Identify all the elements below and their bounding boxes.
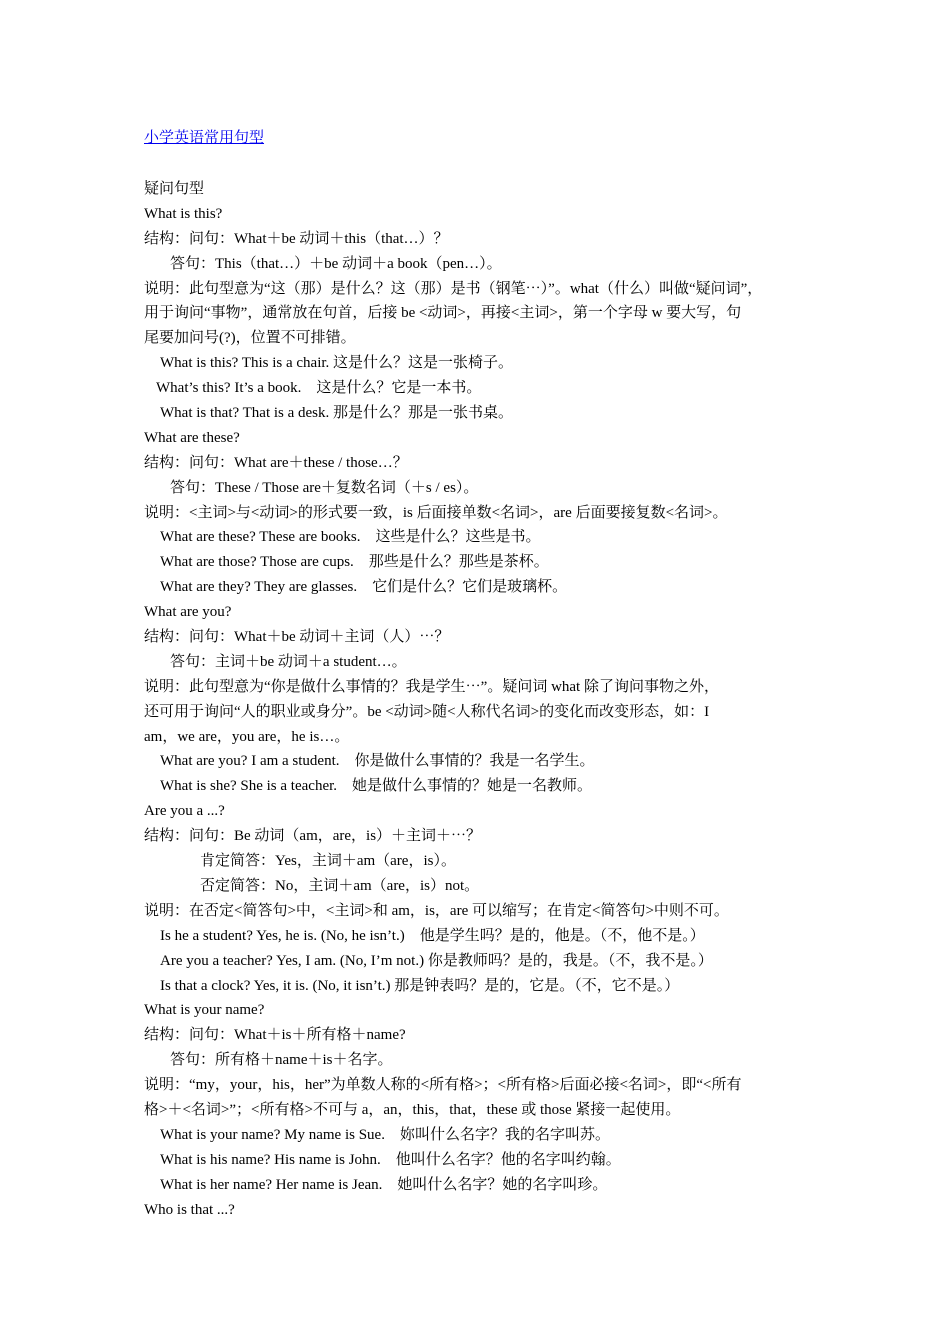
answer-line: 答句：These / Those are＋复数名词（＋s / es）。 (170, 479, 479, 496)
structure-line: 结构：问句：What＋be 动词＋主词（人）⋯？ (144, 629, 450, 646)
example-line: Is that a clock? Yes, it is. (No, it isn’t.) 那是钟表吗？是的，它是。（不，它不是。） (160, 977, 680, 994)
example-line: What is that? That is a desk. 那是什么？那是一张书桌。 (160, 405, 514, 422)
pattern-heading: What are you? (144, 604, 232, 621)
explanation-line: 说明：此句型意为“你是做什么事情的？我是学生⋯”。疑问词 what 除了询问事物之外， (144, 678, 719, 695)
explanation-line: 尾要加问号(?)，位置不可排错。 (144, 330, 356, 347)
title-link[interactable]: 小学英语常用句型 (144, 130, 265, 146)
explanation-line: 说明：“my，your，his，her”为单数人称的<所有格>；<所有格>后面必接<名词>，即“<所有 (144, 1077, 742, 1094)
explanation-line: 说明：在否定<简答句>中，<主词>和 am，is，are 可以缩写；在肯定<简答句>中则不可。 (144, 902, 729, 919)
structure-line: 结构：问句：What are＋these / those…？ (144, 454, 408, 471)
example-line: What is his name? His name is John. 他叫什么名字？他的名字叫约翰。 (160, 1151, 621, 1168)
answer-line: 答句：主词＋be 动词＋a student…。 (170, 653, 407, 670)
explanation-line: am，we are，you are，he is…。 (144, 728, 350, 745)
explanation-line: 用于询问“事物”，通常放在句首，后接 be <动词>，再接<主词>，第一个字母 w 要大写，句 (144, 305, 742, 322)
answer-line: 否定简答：No，主词＋am（are，is）not。 (200, 877, 480, 894)
explanation-line: 格>＋<名词>”；<所有格>不可与 a，an，this，that，these 或 those 紧接一起使用。 (144, 1101, 681, 1118)
example-line: What are those? Those are cups. 那些是什么？那些是茶杯。 (160, 554, 549, 571)
structure-line: 结构：问句：What＋be 动词＋this（that…）？ (144, 230, 449, 247)
pattern-heading: Who is that ...? (144, 1201, 235, 1218)
pattern-heading: What are these? (144, 429, 240, 446)
pattern-heading: What is your name? (144, 1002, 265, 1019)
explanation-line: 还可用于询问“人的职业或身分”。be <动词>随<人称代名词>的变化而改变形态，如：I (144, 703, 710, 720)
answer-line: 答句：所有格＋name＋is＋名字。 (170, 1052, 393, 1069)
example-line: What are these? These are books. 这些是什么？这些是书。 (160, 529, 541, 546)
pattern-heading: What is this? (144, 205, 223, 222)
answer-line: 肯定简答：Yes，主词＋am（are，is）。 (200, 853, 456, 870)
structure-line: 结构：问句：What＋is＋所有格＋name? (144, 1027, 406, 1044)
example-line: What is she? She is a teacher. 她是做什么事情的？她是一名教师。 (160, 778, 593, 795)
example-line: What is her name? Her name is Jean. 她叫什么名字？她的名字叫珍。 (160, 1176, 608, 1193)
example-line: Are you a teacher? Yes, I am. (No, I’m not.) 你是教师吗？是的，我是。（不，我不是。） (160, 952, 713, 969)
explanation-line: 说明：<主词>与<动词>的形式要一致，is 后面接单数<名词>，are 后面要接复数<名词>。 (144, 504, 728, 521)
section-heading: 疑问句型 (144, 181, 205, 197)
document-body (144, 177, 824, 1222)
answer-line: 答句：This（that…）＋be 动词＋a book（pen…）。 (170, 255, 502, 272)
pattern-heading: Are you a ...? (144, 803, 225, 820)
example-line: What’s this? It’s a book. 这是什么？它是一本书。 (156, 380, 482, 397)
example-line: What are they? They are glasses. 它们是什么？它们是玻璃杯。 (160, 579, 568, 596)
explanation-line: 说明：此句型意为“这（那）是什么？这（那）是书（钢笔⋯）”。what（什么）叫做“疑问词”， (144, 280, 763, 297)
example-line: Is he a student? Yes, he is. (No, he isn’t.) 他是学生吗？是的，他是。（不，他不是。） (160, 927, 705, 944)
example-line: What are you? I am a student. 你是做什么事情的？我是一名学生。 (160, 753, 595, 770)
structure-line: 结构：问句：Be 动词（am，are，is）＋主词＋⋯？ (144, 828, 482, 845)
example-line: What is your name? My name is Sue. 妳叫什么名字？我的名字叫苏。 (160, 1126, 610, 1143)
example-line: What is this? This is a chair. 这是什么？这是一张椅子。 (160, 355, 514, 372)
